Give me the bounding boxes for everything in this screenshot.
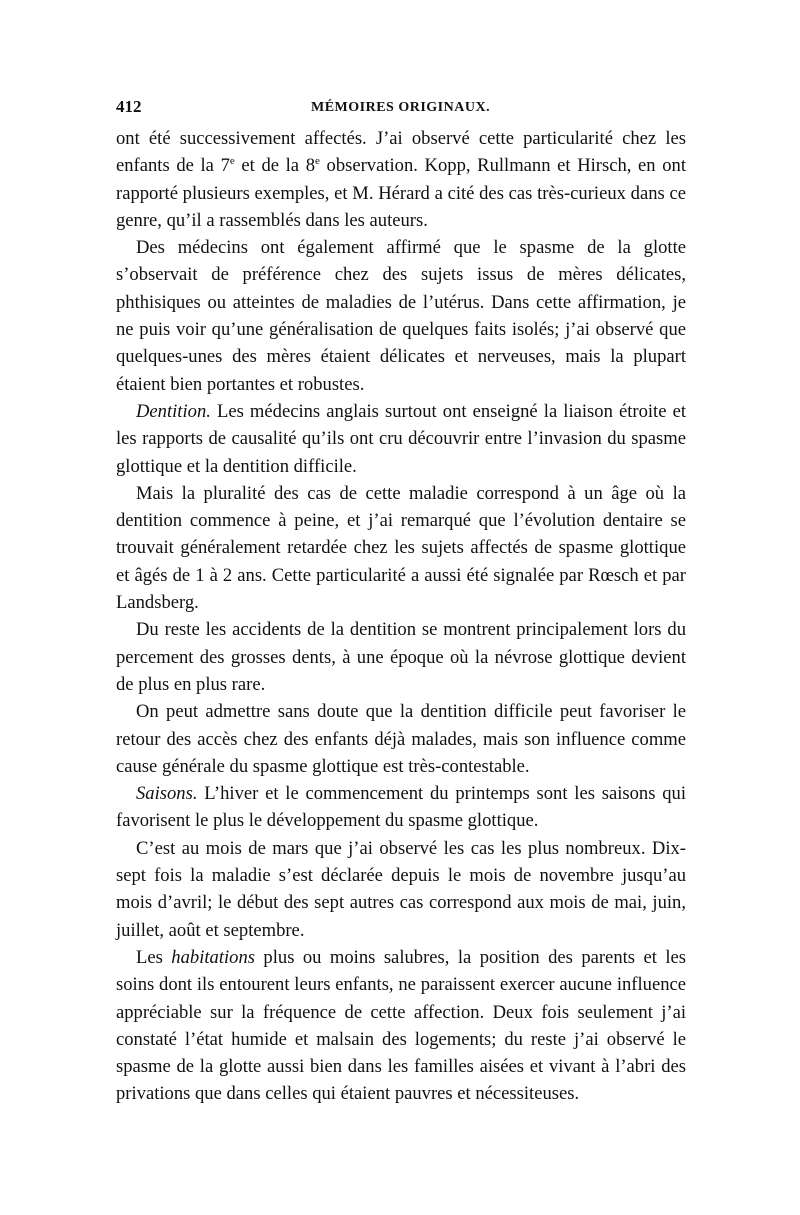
paragraph-text: L’hiver et le commencement du printemps sont les saisons qui favorisent le plus le développement du spasme glottique. [116, 783, 686, 832]
paragraph-text: observation. Kopp, Rullmann et Hirsch, en ont rapporté plusieurs exemples, et M. Hérard a cité des cas très-curieux dans ce genre, qu’il a rassemblés dans les auteurs. [116, 155, 686, 231]
book-page [116, 97, 686, 1108]
paragraph-text: Des médecins ont également affirmé que le spasme de la glotte s’observait de préférence chez des sujets issus de mères délicates, phthisiques ou atteintes de maladies de l’utérus. Dans cette affirmation, je ne puis voir qu’une généralisation de quelques faits isolés; j’ai observé que quelques-unes des mères étaient délicates et nerveuses, mais la plupart étaient bien portantes et robustes. [116, 237, 686, 395]
page-number: 412 [116, 97, 142, 116]
paragraph-text: On peut admettre sans doute que la dentition difficile peut favoriser le retour des accès chez des enfants déjà malades, mais son influence comme cause générale du spasme glottique est très-contestable. [116, 701, 686, 777]
superscript: e [315, 155, 320, 168]
paragraph-text: Du reste les accidents de la dentition se montrent principalement lors du percement des grosses dents, à une époque où la névrose glottique devient de plus en plus rare. [116, 619, 686, 695]
paragraph-saisons [116, 780, 686, 835]
paragraph-text: Mais la pluralité des cas de cette maladie correspond à un âge où la dentition commence à peine, et j’ai remarqué que l’évolution dentaire se trouvait généralement retardée chez les sujets affectés de spasme glottique et âgés de 1 à 2 ans. Cette particularité a aussi été signalée par Rœsch et par Landsberg. [116, 482, 686, 614]
section-lead-dentition: Dentition. [136, 400, 211, 422]
paragraph [116, 234, 686, 398]
paragraph-dentition [116, 398, 686, 480]
italic-term-habitations: habitations [171, 946, 255, 968]
paragraph [116, 835, 686, 944]
paragraph-text: plus ou moins salubres, la position des parents et les soins dont ils entourent leurs enfants, ne paraissent exercer aucune influence appréciable sur la fréquence de cette affection. Deux fois seulement j’ai constaté l’état humide et malsain des logements; du reste j’ai observé le spasme de la glotte aussi bien dans les familles aisées et vivant à l’abri des privations que dans celles qui étaient pauvres et nécessiteuses. [116, 946, 686, 1105]
section-lead-saisons: Saisons. [136, 783, 198, 805]
paragraph [116, 480, 686, 616]
paragraph-text: Les [136, 946, 172, 968]
paragraph-text: ont été successivement affectés. J’ai observé cette particularité chez les enfants de la 7 [116, 128, 686, 177]
body-text [116, 125, 686, 1108]
paragraph-text: Les médecins anglais surtout ont enseigné la liaison étroite et les rapports de causalité qu’ils ont cru découvrir entre l’invasion du spasme glottique et la dentition difficile. [116, 400, 686, 477]
page-header [116, 97, 686, 125]
paragraph-text: et de la 8 [234, 155, 315, 177]
paragraph [116, 698, 686, 780]
paragraph [116, 616, 686, 698]
paragraph-habitations [116, 944, 686, 1108]
running-head: MÉMOIRES ORIGINAUX. [311, 100, 491, 115]
paragraph-continued [116, 125, 686, 234]
paragraph-text: C’est au mois de mars que j’ai observé les cas les plus nombreux. Dix-sept fois la maladie s’est déclarée depuis le mois de novembre jusqu’au mois d’avril; le début des sept autres cas correspond aux mois de mai, juin, juillet, août et septembre. [116, 837, 686, 941]
superscript: e [229, 155, 235, 168]
